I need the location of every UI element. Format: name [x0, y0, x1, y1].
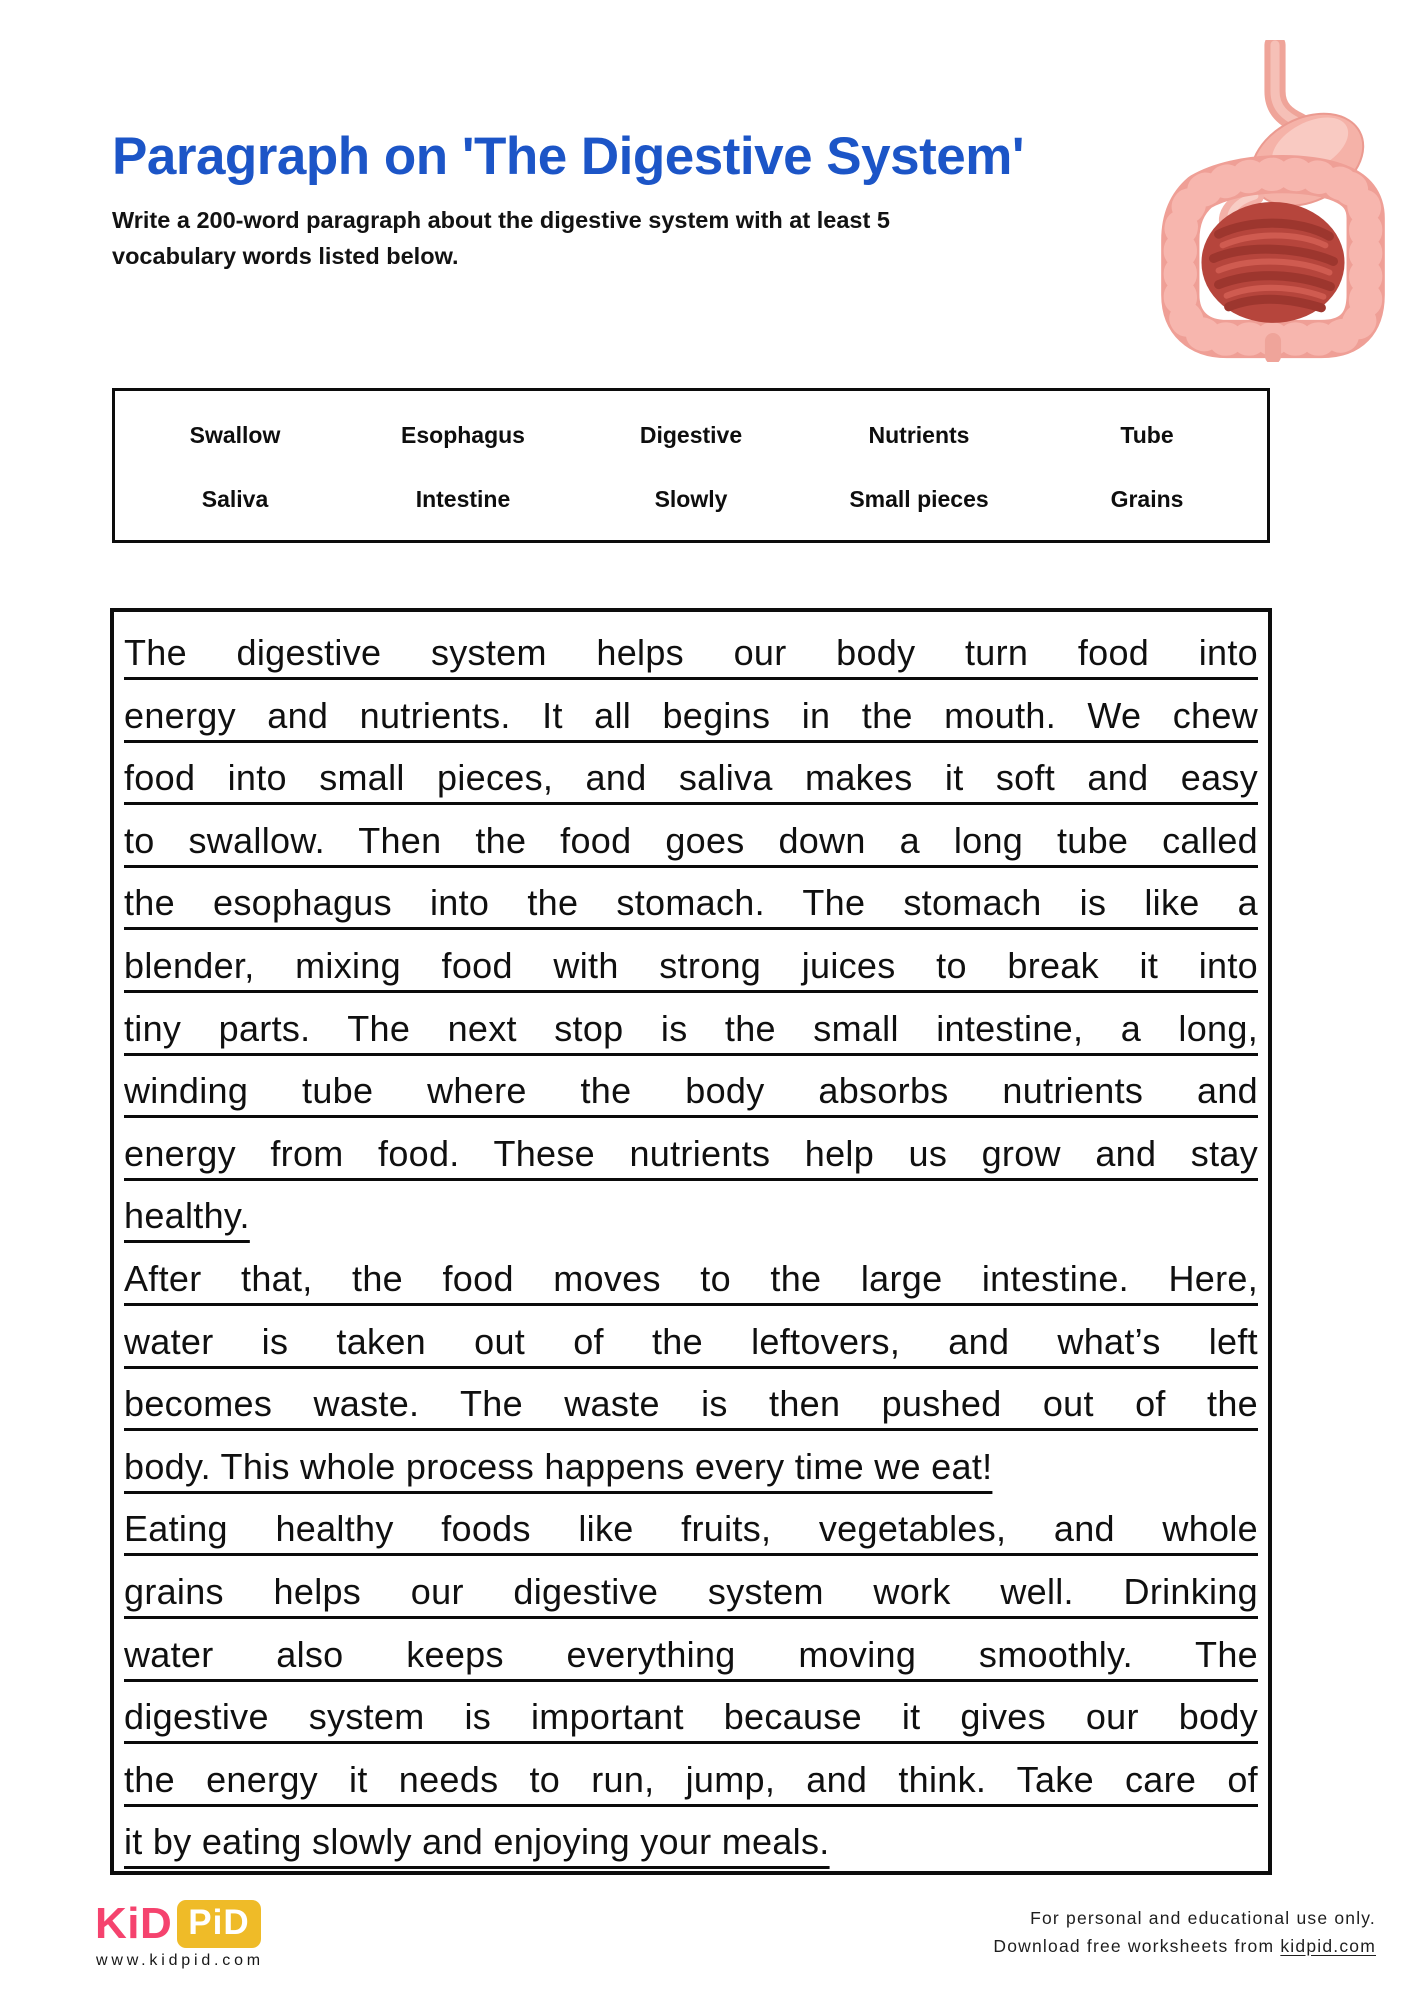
paragraph-line: energy and nutrients. It all begins in the mouth. We chew	[124, 694, 1258, 736]
kidpid-logo	[95, 1899, 261, 1949]
paragraph-writing-box	[110, 608, 1272, 1875]
paragraph-line: to swallow. Then the food goes down a long tube called	[124, 819, 1258, 861]
paragraph-line: healthy.	[124, 1195, 250, 1237]
paragraph-line: water is taken out of the leftovers, and what’s left	[124, 1320, 1258, 1362]
paragraph-line: water also keeps everything moving smoothly. The	[124, 1633, 1258, 1675]
vocab-word-small-pieces: Small pieces	[849, 486, 989, 513]
vocab-word-saliva: Saliva	[201, 486, 269, 513]
vocab-word-swallow: Swallow	[189, 421, 281, 448]
paragraph-line: becomes waste. The waste is then pushed out of the	[124, 1383, 1258, 1425]
footer-usage-line-2	[993, 1933, 1376, 1961]
vocab-word-intestine: Intestine	[415, 486, 511, 513]
footer-usage-line-1: For personal and educational use only.	[1030, 1908, 1376, 1928]
vocab-word-digestive: Digestive	[639, 421, 743, 448]
paragraph-line: body. This whole process happens every time we eat!	[124, 1445, 993, 1487]
kidpid-website-url: www.kidpid.com	[96, 1952, 264, 1969]
vocab-word-nutrients: Nutrients	[868, 421, 970, 448]
vocabulary-box	[112, 388, 1270, 543]
kidpid-com-link[interactable]: kidpid.com	[1280, 1935, 1376, 1956]
footer-usage-line-2-text: Download free worksheets from	[993, 1935, 1281, 1956]
instructions-line-1: Write a 200-word paragraph about the digestive system with at least 5	[112, 207, 890, 233]
footer-usage-note	[993, 1905, 1376, 1960]
paragraph-line: blender, mixing food with strong juices to break it into	[124, 944, 1258, 986]
page-title: Paragraph on 'The Digestive System'	[112, 127, 1024, 186]
instructions	[112, 202, 890, 274]
paragraph-line: energy from food. These nutrients help us grow and stay	[124, 1132, 1258, 1174]
kidpid-logo-pid: PiD	[177, 1900, 260, 1948]
paragraph-line: the energy it needs to run, jump, and think. Take care of	[124, 1758, 1258, 1800]
instructions-line-2: vocabulary words listed below.	[112, 243, 459, 269]
paragraph-line: digestive system is important because it gives our body	[124, 1696, 1258, 1738]
vocab-word-grains: Grains	[1110, 486, 1184, 513]
paragraph-line: Eating healthy foods like fruits, vegetables, and whole	[124, 1508, 1258, 1550]
paragraph-line: After that, the food moves to the large intestine. Here,	[124, 1257, 1258, 1299]
paragraph-line: the esophagus into the stomach. The stomach is like a	[124, 882, 1258, 924]
digestive-system-illustration	[1138, 40, 1410, 362]
paragraph-line: tiny parts. The next stop is the small intestine, a long,	[124, 1007, 1258, 1049]
paragraph-line: food into small pieces, and saliva makes it soft and easy	[124, 757, 1258, 799]
paragraph-line: The digestive system helps our body turn food into	[124, 632, 1258, 673]
vocab-word-esophagus: Esophagus	[401, 421, 525, 448]
vocab-word-tube: Tube	[1120, 421, 1174, 448]
paragraph-line: winding tube where the body absorbs nutrients and	[124, 1070, 1258, 1112]
vocab-word-slowly: Slowly	[654, 486, 728, 513]
paragraph-line: grains helps our digestive system work well. Drinking	[124, 1570, 1258, 1612]
paragraph-line: it by eating slowly and enjoying your meals.	[124, 1821, 830, 1863]
kidpid-logo-kid: KiD	[95, 1899, 173, 1948]
